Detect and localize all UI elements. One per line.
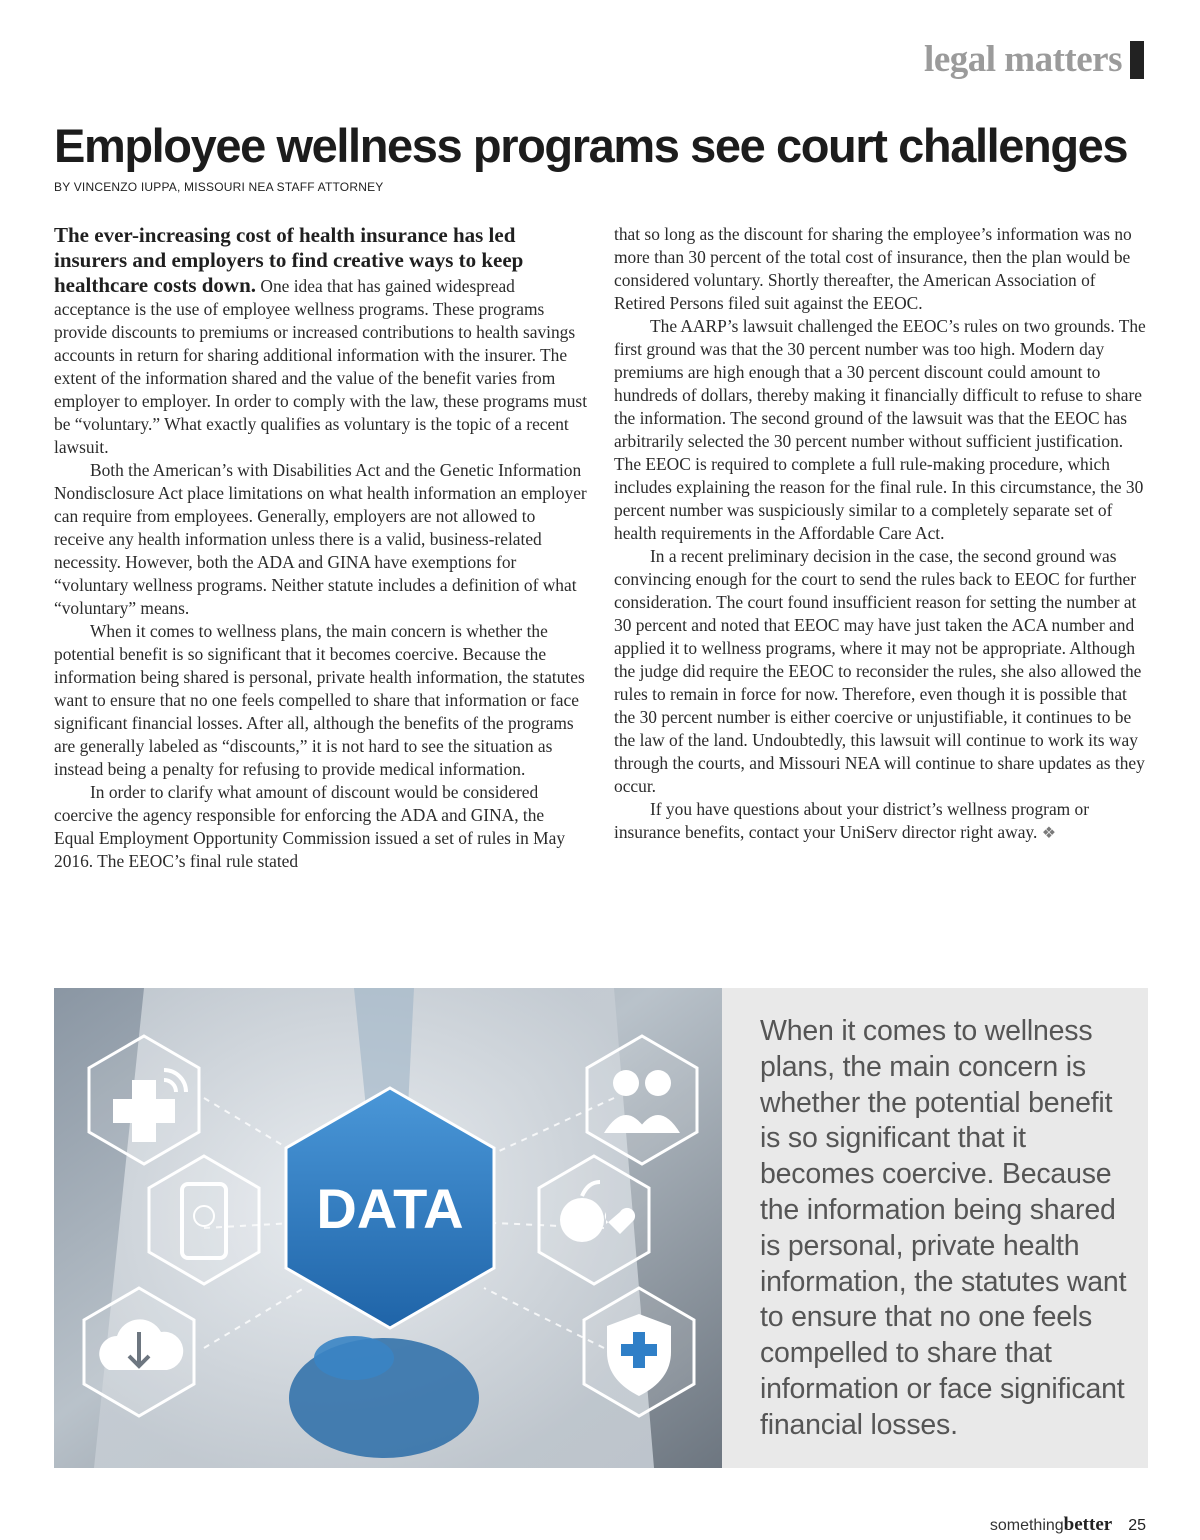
section-tag	[924, 40, 1144, 80]
article-headline: Employee wellness programs see court challenges	[54, 119, 1128, 172]
article-paragraph-2: Both the American’s with Disabilities Act and the Genetic Information Nondisclosure Act place limitations on what health information an employer can require from employees. Generally, employers are not allowed to receive any health information unless there is a valid, business-related necessity. However, both the ADA and GINA have exemptions for “voluntary wellness programs. Neither statute includes a definition of what “voluntary” means.	[54, 460, 587, 618]
wellness-data-photo	[54, 988, 722, 1468]
article-paragraph-7-body: If you have questions about your district’s wellness program or insurance benefits, contact your UniServ director right away.	[614, 799, 1090, 842]
article-column-left	[54, 223, 589, 873]
pull-quote-text: When it comes to wellness plans, the main concern is whether the potential benefit is so significant that it becomes coercive. Because the information being shared is personal, private health information, the statutes want to ensure that no one feels compelled to share that information or face significant financial losses.	[760, 1015, 1127, 1441]
end-mark-icon: ❖	[1041, 825, 1057, 842]
article-column-right	[614, 223, 1148, 845]
article-paragraph-1-body: One idea that has gained widespread acceptance is the use of employee wellness programs. These programs provide discounts to premiums or increased contributions to health savings accounts in return for sharing additional information with the insurer. The extent of the information shared and the value of the benefit varies from employer to employer. In order to comply with the law, these programs must be “voluntary.” What exactly qualifies as voluntary is the topic of a recent lawsuit.	[54, 276, 588, 457]
article-paragraph-4: In order to clarify what amount of discount would be considered coercive the agency responsible for enforcing the ADA and GINA, the Equal Employment Opportunity Commission issued a set of rules in May 2016. The EEOC’s final rule stated	[54, 782, 566, 871]
article-paragraph-7	[614, 798, 1148, 845]
article-paragraph-3: When it comes to wellness plans, the main concern is whether the potential benefit is so significant that it becomes coercive. Because the information being shared is personal, private health information, the statutes want to ensure that no one feels compelled to share that information or face significant financial losses. After all, although the benefits of the programs are generally labeled as “discounts,” it is not hard to see the situation as instead being a penalty for refusing to provide medical information.	[54, 621, 585, 779]
page-number: 25	[1128, 1517, 1146, 1534]
article-lead-in: The ever-increasing cost of health insurance has led insurers and employers to find creative ways to keep healthcare costs down.	[54, 223, 524, 297]
footer-brand-bold: better	[1063, 1514, 1113, 1535]
page-footer	[990, 1514, 1146, 1536]
footer-brand-light: something	[989, 1517, 1064, 1534]
article-paragraph-4-continued: that so long as the discount for sharing the employee’s information was no more than 30 percent of the total cost of insurance, then the plan would be considered voluntary. Shortly thereafter, the American Association of Retired Persons filed suit against the EEOC.	[614, 224, 1132, 313]
article-paragraph-1	[54, 223, 589, 459]
section-tag-label: legal matters	[924, 39, 1122, 80]
article-byline: BY VINCENZO IUPPA, MISSOURI NEA STAFF ATTORNEY	[54, 180, 384, 194]
article-paragraph-6: In a recent preliminary decision in the case, the second ground was convincing enough for the court to send the rules back to EEOC for further consideration. The court found insufficient reason for setting the number at 30 percent and noted that EEOC may have just taken the ACA number and applied it to wellness programs, where it may not be appropriate. Although the judge did require the EEOC to reconsider the rules, she also allowed the rules to remain in force for now. Therefore, even though it is possible that the 30 percent number is either coercive or unjustifiable, it continues to be the law of the land. Undoubtedly, this lawsuit will continue to work its way through the courts, and Missouri NEA will continue to share updates as they occur.	[614, 546, 1145, 796]
data-hex-label: DATA	[316, 1177, 464, 1240]
pull-quote-box	[722, 988, 1148, 1468]
article-paragraph-5: The AARP’s lawsuit challenged the EEOC’s rules on two grounds. The first ground was that the 30 percent number was too high. Modern day premiums are high enough that a 30 percent discount could amount to hundreds of dollars, thereby making it financially difficult to refuse to share the information. The second ground of the lawsuit was that the EEOC has arbitrarily selected the 30 percent number without sufficient justification. The EEOC is required to complete a full rule-making procedure, which includes explaining the reason for the final rule. In this circumstance, the 30 percent number was suspiciously similar to a completely separate set of health requirements in the Affordable Care Act.	[614, 316, 1146, 543]
section-tag-bar	[1130, 41, 1144, 79]
